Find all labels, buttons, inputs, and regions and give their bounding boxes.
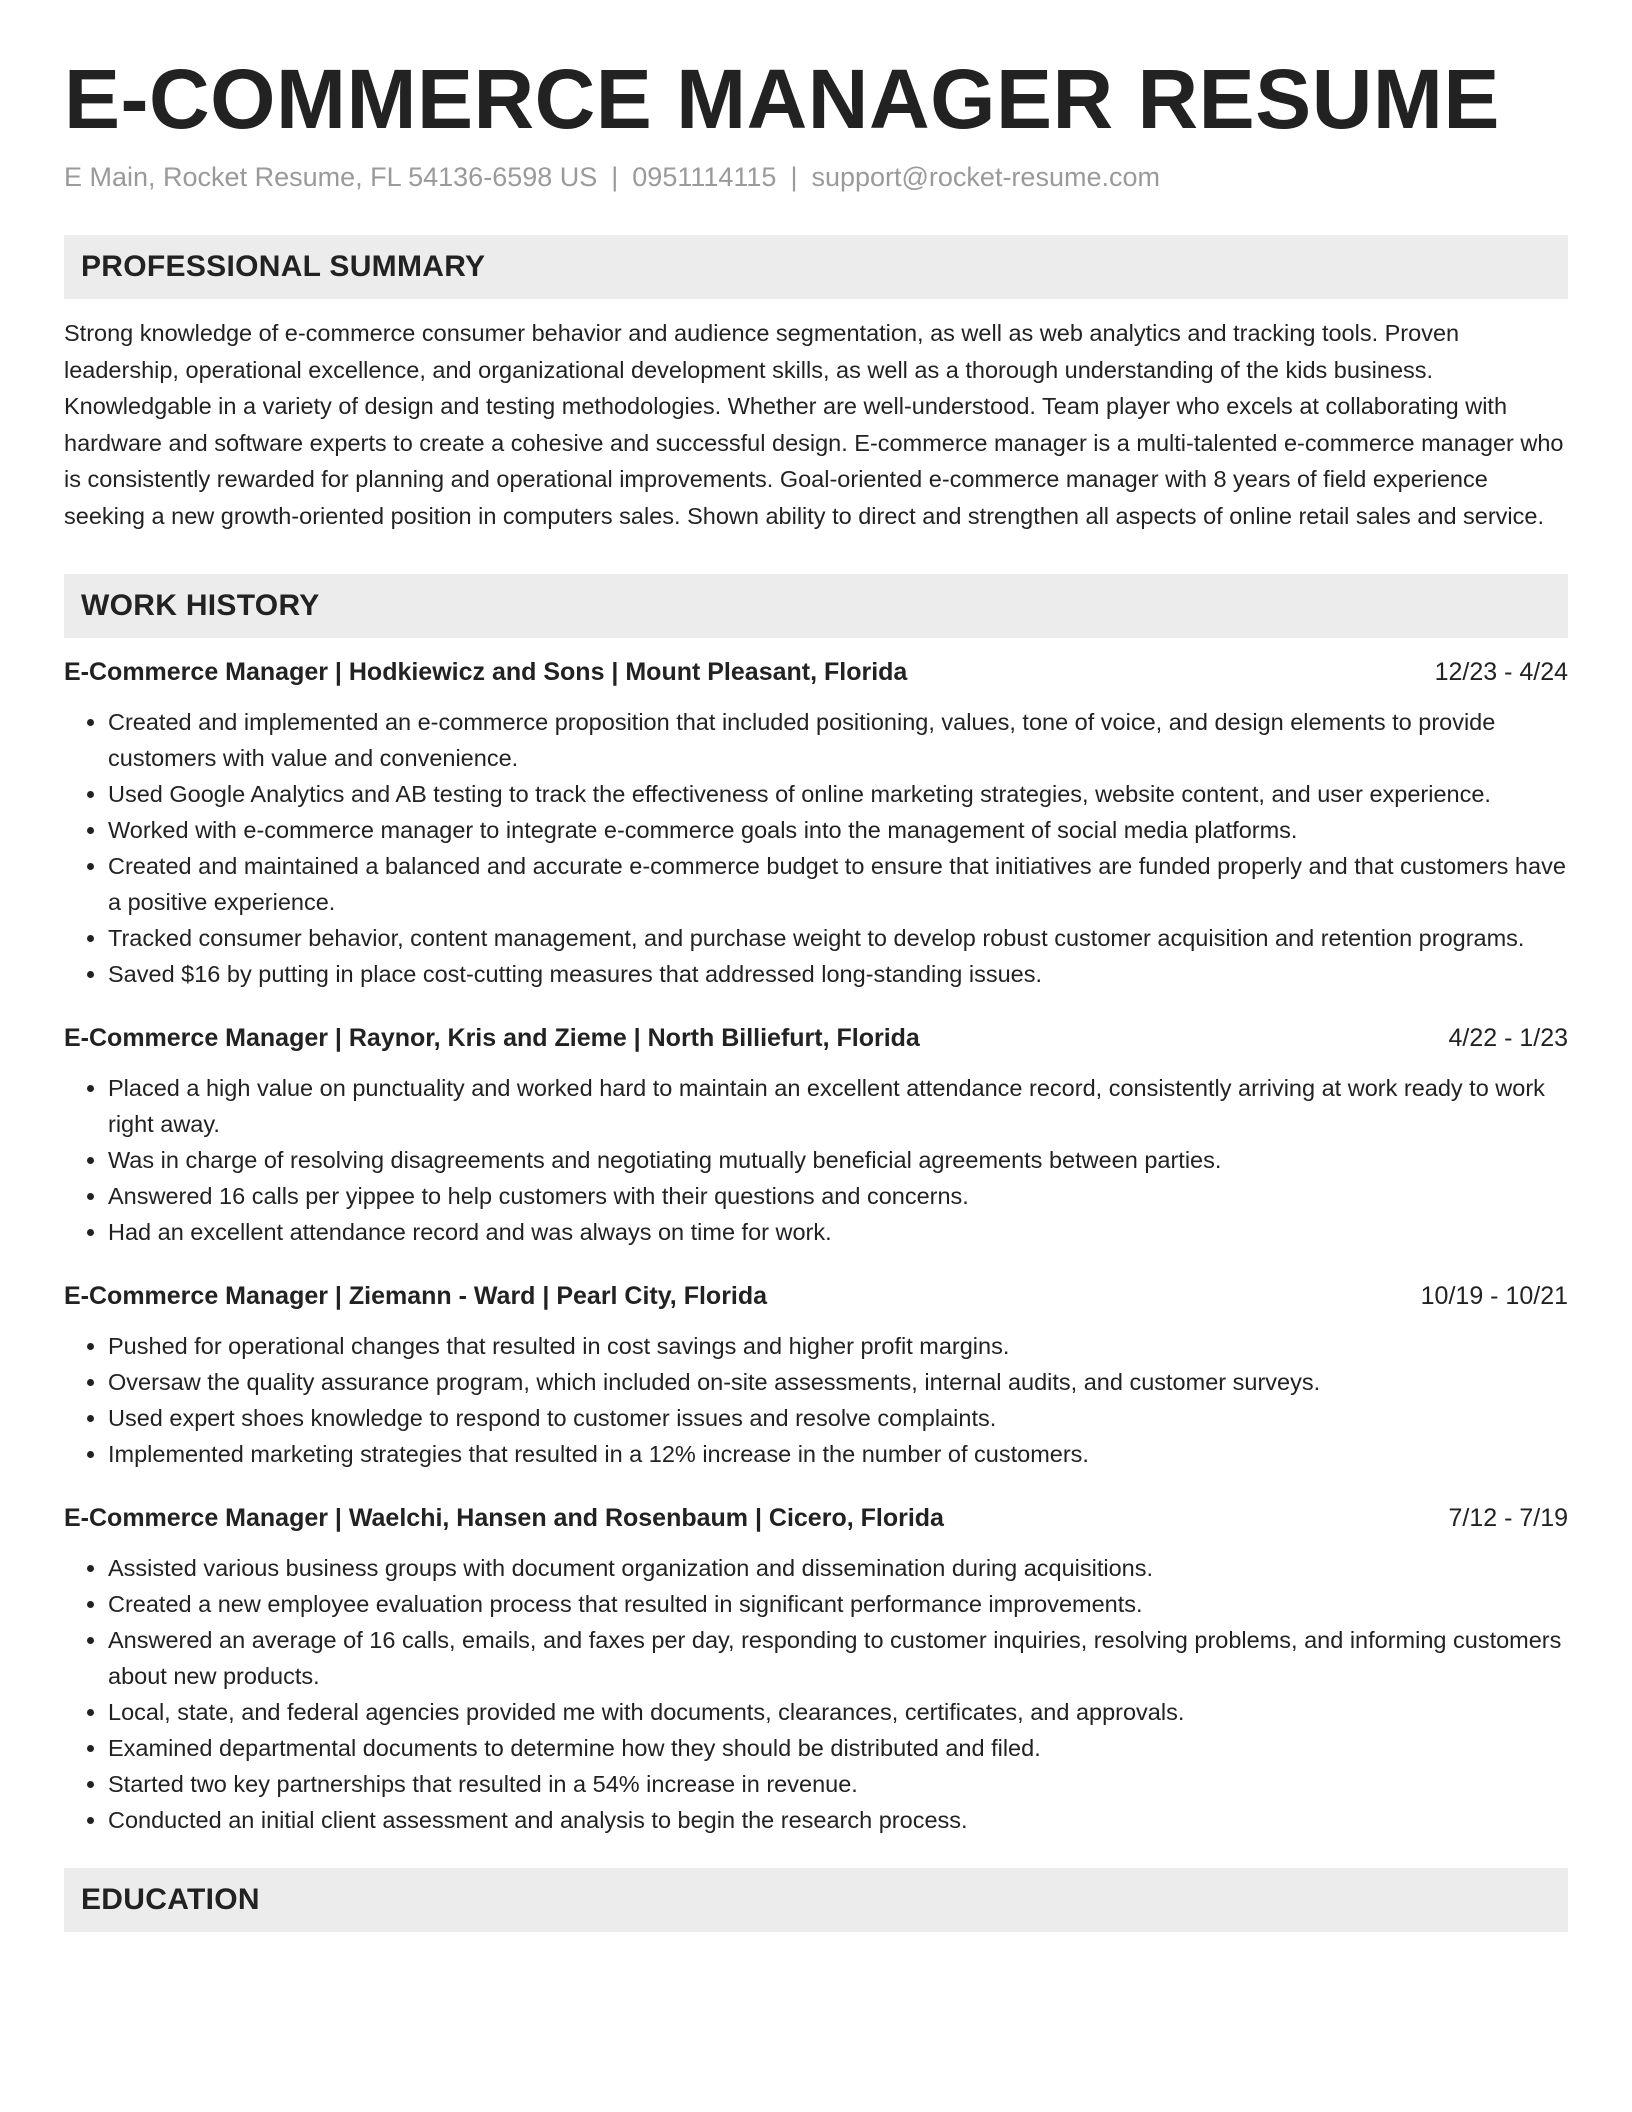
- job-bullet: • Created a new employee evaluation process that resulted in significant performance improvements.: [108, 1586, 1568, 1622]
- job-dates: 4/22 - 1/23: [1448, 1024, 1568, 1053]
- job-dates: 7/12 - 7/19: [1448, 1504, 1568, 1533]
- job-dates: 12/23 - 4/24: [1434, 658, 1568, 687]
- job-bullet: • Answered 16 calls per yippee to help customers with their questions and concerns.: [108, 1178, 1568, 1214]
- job-bullet: • Created and implemented an e-commerce proposition that included positioning, values, tone of voice, and design elements to provide customers with value and convenience.: [108, 704, 1568, 776]
- work-heading: WORK HISTORY: [81, 589, 320, 623]
- job-bullet: • Examined departmental documents to determine how they should be distributed and filed.: [108, 1730, 1568, 1766]
- contact-email: support@rocket-resume.com: [811, 162, 1160, 193]
- job-bullet: • Oversaw the quality assurance program, which included on-site assessments, internal audits, and customer surveys.: [108, 1364, 1568, 1400]
- resume-title: E-COMMERCE MANAGER RESUME: [64, 52, 1500, 146]
- job-header: [64, 654, 1568, 690]
- job-bullet: • Answered an average of 16 calls, emails, and faxes per day, responding to customer inquiries, resolving problems, and informing customers about new products.: [108, 1622, 1568, 1694]
- work-section-header: [64, 574, 1568, 638]
- contact-phone: 0951114115: [632, 162, 777, 193]
- job-title: E-Commerce Manager | Waelchi, Hansen and Rosenbaum | Cicero, Florida: [64, 1504, 944, 1533]
- contact-address: E Main, Rocket Resume, FL 54136-6598 US: [64, 162, 598, 193]
- job-bullet: • Tracked consumer behavior, content management, and purchase weight to develop robust customer acquisition and retention programs.: [108, 920, 1568, 956]
- job-header: [64, 1278, 1568, 1314]
- job-bullet: • Used Google Analytics and AB testing to track the effectiveness of online marketing strategies, website content, and user experience.: [108, 776, 1568, 812]
- job-entry: [64, 1500, 1568, 1838]
- summary-heading: PROFESSIONAL SUMMARY: [81, 250, 486, 284]
- job-bullet: • Was in charge of resolving disagreements and negotiating mutually beneficial agreements between parties.: [108, 1142, 1568, 1178]
- job-bullet-list: [64, 1550, 1568, 1838]
- education-heading: EDUCATION: [81, 1883, 260, 1917]
- job-title: E-Commerce Manager | Ziemann - Ward | Pearl City, Florida: [64, 1282, 768, 1311]
- job-title: E-Commerce Manager | Raynor, Kris and Zieme | North Billiefurt, Florida: [64, 1024, 920, 1053]
- job-bullet: • Local, state, and federal agencies provided me with documents, clearances, certificates, and approvals.: [108, 1694, 1568, 1730]
- job-bullet: • Assisted various business groups with document organization and dissemination during acquisitions.: [108, 1550, 1568, 1586]
- job-bullet: • Used expert shoes knowledge to respond to customer issues and resolve complaints.: [108, 1400, 1568, 1436]
- job-bullet: • Had an excellent attendance record and was always on time for work.: [108, 1214, 1568, 1250]
- job-bullet-list: [64, 704, 1568, 992]
- job-bullet: • Pushed for operational changes that resulted in cost savings and higher profit margins.: [108, 1328, 1568, 1364]
- job-entry: [64, 654, 1568, 992]
- job-bullet: • Conducted an initial client assessment and analysis to begin the research process.: [108, 1802, 1568, 1838]
- job-dates: 10/19 - 10/21: [1420, 1282, 1568, 1311]
- summary-section-header: [64, 235, 1568, 299]
- job-bullet: • Implemented marketing strategies that resulted in a 12% increase in the number of customers.: [108, 1436, 1568, 1472]
- job-bullet: • Placed a high value on punctuality and worked hard to maintain an excellent attendance record, consistently arriving at work ready to work right away.: [108, 1070, 1568, 1142]
- job-entry: [64, 1020, 1568, 1250]
- job-title: E-Commerce Manager | Hodkiewicz and Sons | Mount Pleasant, Florida: [64, 658, 908, 687]
- job-entry: [64, 1278, 1568, 1472]
- summary-text: Strong knowledge of e-commerce consumer behavior and audience segmentation, as well as web analytics and tracking tools. Proven leadership, operational excellence, and organizational development skills, as well as a thorough understanding of the kids business. Knowledgable in a variety of design and testing methodologies. Whether are well-understood. Team player who excels at collaborating with hardware and software experts to create a cohesive and successful design. E-commerce manager is a multi-talented e-commerce manager who is consistently rewarded for planning and operational improvements. Goal-oriented e-commerce manager with 8 years of field experience seeking a new growth-oriented position in computers sales. Shown ability to direct and strengthen all aspects of online retail sales and service.: [64, 320, 1564, 529]
- education-section-header: [64, 1868, 1568, 1932]
- contact-separator: |: [790, 162, 798, 193]
- contact-separator: |: [611, 162, 619, 193]
- contact-line: [64, 160, 1568, 195]
- job-bullet-list: [64, 1070, 1568, 1250]
- job-bullet: • Saved $16 by putting in place cost-cutting measures that addressed long-standing issues.: [108, 956, 1568, 992]
- job-bullet: • Worked with e-commerce manager to integrate e-commerce goals into the management of social media platforms.: [108, 812, 1568, 848]
- job-bullet-list: [64, 1328, 1568, 1472]
- job-header: [64, 1500, 1568, 1536]
- job-header: [64, 1020, 1568, 1056]
- job-bullet: • Created and maintained a balanced and accurate e-commerce budget to ensure that initiatives are funded properly and that customers have a positive experience.: [108, 848, 1568, 920]
- job-bullet: • Started two key partnerships that resulted in a 54% increase in revenue.: [108, 1766, 1568, 1802]
